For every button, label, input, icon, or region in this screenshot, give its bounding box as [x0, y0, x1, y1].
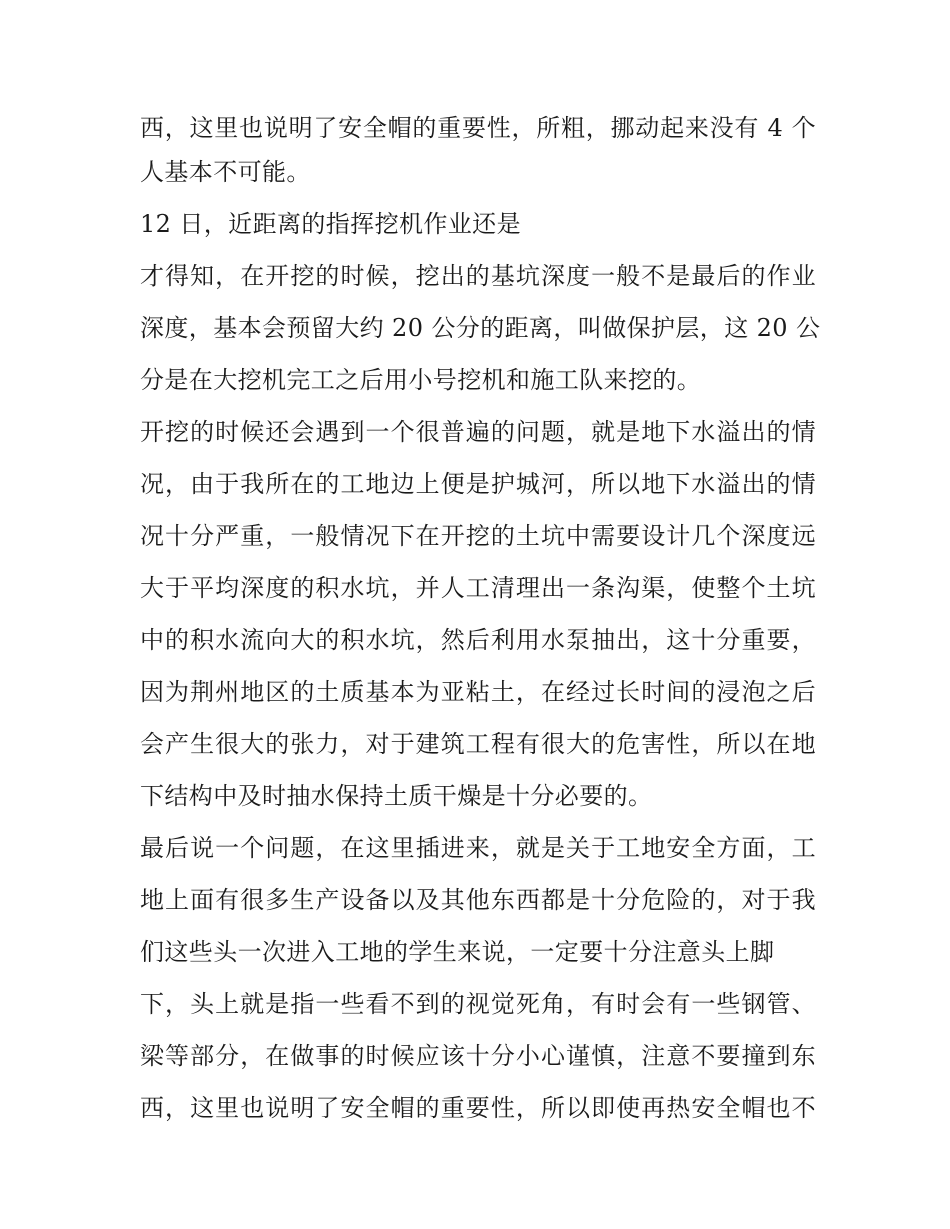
- text-line: 分是在大挖机完工之后用小号挖机和施工队来挖的。: [140, 366, 702, 394]
- text-line: 人基本不可能。: [140, 158, 311, 186]
- text-line: 中的积水流向大的积水坑，然后利用水泵抽出，这十分重要，: [140, 626, 816, 654]
- text-line: 下，头上就是指一些看不到的视觉死角，有时会有一些钢管、: [140, 990, 816, 1018]
- text-line: 最后说一个问题，在这里插进来，就是关于工地安全方面，工: [140, 834, 816, 862]
- text-line: 大于平均深度的积水坑，并人工清理出一条沟渠，使整个土坑: [140, 574, 816, 602]
- text-line: 下结构中及时抽水保持土质干燥是十分必要的。: [140, 782, 653, 810]
- text-line: 12 日，近距离的指挥挖机作业还是: [140, 210, 521, 238]
- text-line: 们这些头一次进入工地的学生来说，一定要十分注意头上脚: [140, 938, 775, 966]
- text-line: 况十分严重，一般情况下在开挖的土坑中需要设计几个深度远: [140, 522, 816, 550]
- text-line: 梁等部分，在做事的时候应该十分小心谨慎，注意不要撞到东: [140, 1042, 816, 1070]
- text-line: 西，这里也说明了安全帽的重要性，所粗，挪动起来没有 4 个: [140, 114, 816, 142]
- text-line: 才得知，在开挖的时候，挖出的基坑深度一般不是最后的作业: [140, 262, 816, 290]
- text-line: 深度，基本会预留大约 20 公分的距离，叫做保护层，这 20 公: [140, 314, 821, 342]
- text-line: 会产生很大的张力，对于建筑工程有很大的危害性，所以在地: [140, 730, 816, 758]
- text-line: 因为荆州地区的土质基本为亚粘土，在经过长时间的浸泡之后: [140, 678, 816, 706]
- document-body: [140, 106, 821, 1130]
- text-line: 况，由于我所在的工地边上便是护城河，所以地下水溢出的情: [140, 470, 816, 498]
- text-line: 地上面有很多生产设备以及其他东西都是十分危险的，对于我: [140, 886, 816, 914]
- text-line: 西，这里也说明了安全帽的重要性，所以即使再热安全帽也不: [140, 1094, 816, 1122]
- text-line: 开挖的时候还会遇到一个很普遍的问题，就是地下水溢出的情: [140, 418, 816, 446]
